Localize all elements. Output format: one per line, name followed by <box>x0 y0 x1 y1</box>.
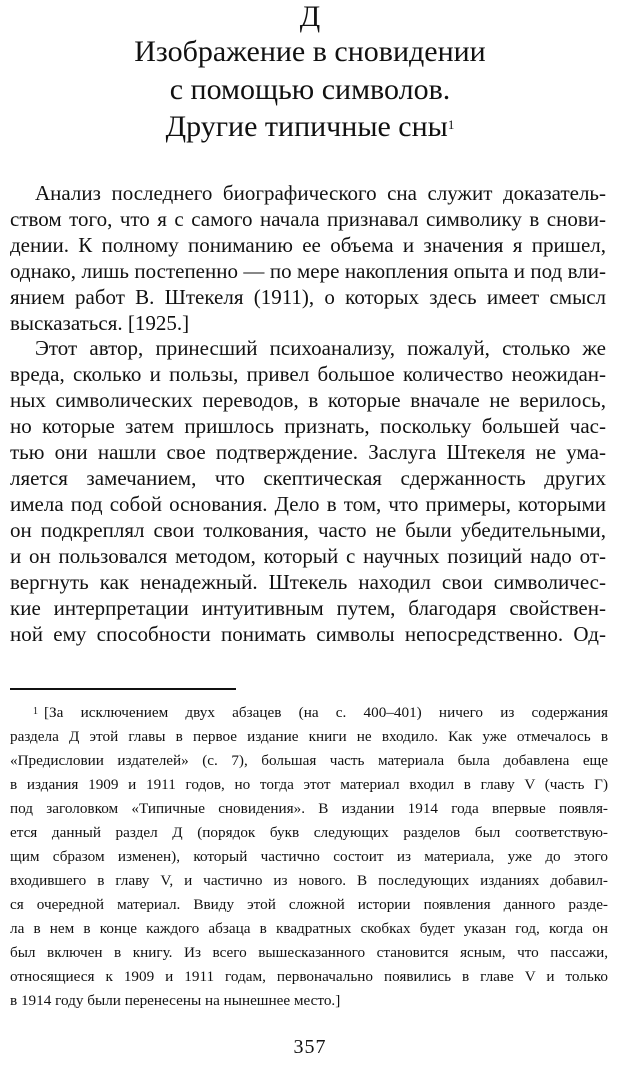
footnote-separator <box>10 688 236 690</box>
body-line: ляется замечанием, что скептическая сдержанность других <box>10 466 606 490</box>
footnote-line: в 1914 году были перенесены на нынешнее место.] <box>10 992 341 1009</box>
section-title-line-2: с помощью символов. <box>169 73 451 106</box>
footnote-line-text: [За исключением двух абзацев (на с. 400–401) ничего из содержания <box>44 704 608 721</box>
body-line: высказаться. [1925.] <box>10 311 190 335</box>
body-line: однако, лишь постепенно — по мере накопления опыта и под вли- <box>10 259 606 283</box>
body-line: он подкреплял свои толкования, часто не были убедительными, <box>10 518 606 542</box>
body-line: янием работ В. Штекеля (1911), о которых здесь имеет смысл <box>10 285 606 309</box>
page-number: 357 <box>293 1036 327 1058</box>
body-line: вергнуть как ненадежный. Штекель находил свои символичес- <box>10 570 606 594</box>
body-line: ством того, что я с самого начала признавал символику в снови- <box>10 207 606 231</box>
body-line: Анализ последнего биографического сна служит доказатель- <box>35 181 606 205</box>
body-line: Этот автор, принесший психоанализу, пожалуй, столько же <box>35 336 606 360</box>
footnote-line <box>10 703 608 723</box>
section-letter: Д <box>299 0 321 33</box>
body-line: дении. К полному пониманию ее объема и значения я пришел, <box>10 233 606 257</box>
footnote-line: «Предисловии издателей» (с. 7), большая часть материала была добавлена еще <box>10 752 608 769</box>
footnote-line: ся очередной материал. Ввиду этой сложной истории появления данного разде- <box>10 896 608 913</box>
footnote-marker: 1 <box>33 706 38 717</box>
body-line: тью они нашли свое подтверждение. Заслуга Штекеля не ума- <box>10 440 606 464</box>
footnote-line: раздела Д этой главы в первое издание книги не входило. Как уже отмечалось в <box>10 728 608 745</box>
section-title-line-3 <box>0 108 620 146</box>
footnote-line: ла в нем в конце каждого абзаца в квадратных скобках будет указан год, когда он <box>10 920 608 937</box>
body-line: но которые затем пришлось признать, поскольку большей час- <box>10 414 606 438</box>
section-title-line-1: Изображение в сновидении <box>134 35 486 68</box>
body-line: вреда, сколько и пользы, привел большое количество неожидан- <box>10 362 606 386</box>
footnote-line: в издания 1909 и 1911 годов, но тогда этот материал входил в главу V (часть Г) <box>10 776 608 793</box>
body-line: имела под собой основания. Дело в том, что примеры, которыми <box>10 492 606 516</box>
footnote-line: относящиеся к 1909 и 1911 годам, первоначально появились в главе V и только <box>10 968 608 985</box>
body-line: кие интерпретации интуитивным путем, благодаря свойствен- <box>10 596 606 620</box>
section-title-line-3-text: Другие типичные сны <box>165 110 448 143</box>
footnote-line: входившего в главу V, и частично из нового. В последующих изданиях добавил- <box>10 872 608 889</box>
footnote-reference: 1 <box>447 117 455 132</box>
footnote-line: щим сбразом изменен), который частично состоит из материала, уже до этого <box>10 848 608 865</box>
body-line: и он пользовался методом, который с научных позиций надо от- <box>10 544 606 568</box>
footnote-line: был включен в книгу. Из всего вышесказанного становится ясным, что пассажи, <box>10 944 608 961</box>
body-line: ных символических переводов, в которые вначале не верилось, <box>10 388 606 412</box>
footnote-line: под заголовком «Типичные сновидения». В издании 1914 года впервые появля- <box>10 800 608 817</box>
footnote-line: ется данный раздел Д (порядок букв следующих разделов был соответствую- <box>10 824 608 841</box>
body-line: ной ему способности понимать символы непосредственно. Од- <box>10 622 606 646</box>
